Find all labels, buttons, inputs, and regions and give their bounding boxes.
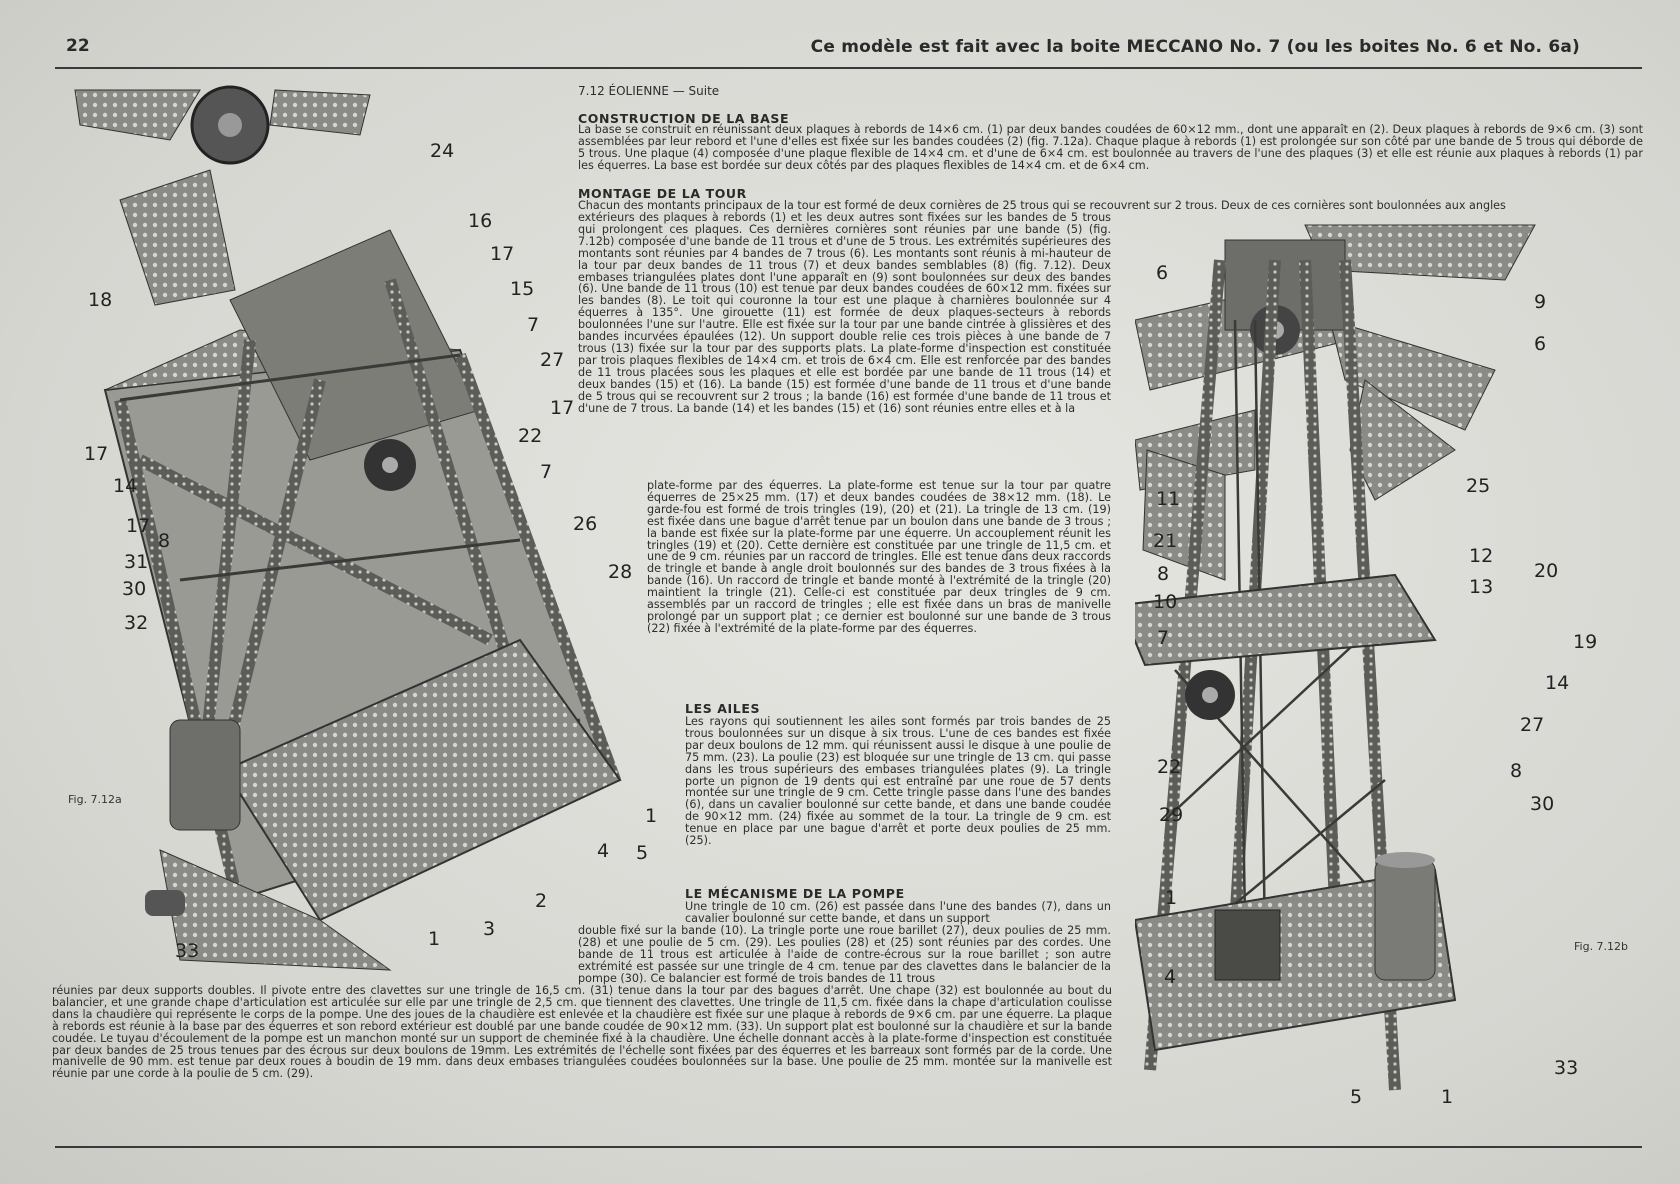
callout-label: 22 bbox=[518, 425, 543, 447]
callout-label: 10 bbox=[1153, 591, 1178, 613]
callout-label: 8 bbox=[158, 530, 171, 552]
callout-label: 20 bbox=[1534, 560, 1559, 582]
figure-caption-a: Fig. 7.12a bbox=[68, 793, 122, 806]
callout-label: 14 bbox=[1545, 672, 1570, 694]
running-head: Ce modèle est fait avec la boite MECCANO No. 7 (ou les boites No. 6 et No. 6a) bbox=[810, 37, 1580, 57]
callout-label: 18 bbox=[88, 289, 113, 311]
callout-label: 4 bbox=[1164, 966, 1177, 988]
callout-label: 22 bbox=[1157, 756, 1182, 778]
figure-caption-b: Fig. 7.12b bbox=[1574, 940, 1629, 953]
callout-label: 1 bbox=[1441, 1086, 1454, 1108]
page-number: 22 bbox=[66, 36, 90, 56]
callout-label: 12 bbox=[1469, 545, 1494, 567]
callout-label: 28 bbox=[608, 561, 633, 583]
paragraph-tour-cont: plate-forme par des équerres. La plate-forme est tenue sur la tour par quatre équerres de 25×25 mm. (17) et deux bandes coudées de 38×12 mm. (18). Le garde-fou est formé de trois tringles (19), (20) et (21). La tringle de 13 cm. (19) est fixée dans une bague d'arrêt tenue par un boulon dans une bande de 3 trous ; la bande est fixée sur la plate-forme par une équerre. Un accouplement réunit les tringles (19) et (20). Cette dernière est constituée par une tringle de 11,5 cm. et une de 9 cm. réunies par un raccord de tringles. Elle est tenue dans deux raccords de tringle et bande à angle droit boulonnés sur des bandes de 3 trous fixées à la bande (16). Un raccord de tringle et bande monté à l'extrémité de la tringle (20) maintient la tringle (21). Celle-ci est constituée par deux tringles de 9 cm. assemblés par un raccord de tringles ; elle est fixée dans un bras de manivelle prolongé par un support plat ; ce dernier est boulonné sur une bande de 3 trous (22) fixée à l'extrémité de la plate-forme par des équerres. bbox=[647, 479, 1111, 635]
paragraph-pompe: double fixé sur la bande (10). La tringle porte une roue barillet (27), deux poulies de 25 mm. (28) et une poulie de 5 cm. (29). Les poulies (28) et (25) sont réunies par des cordes. Une bande de 11 trous est articulée à l'aide de contre-écrous sur la roue barillet ; son autre extrémité est passée sur une tringle de 4 cm. tenue par des clavettes dans le balancier de la pompe (30). Ce balancier est formé de trois bandes de 11 trous bbox=[578, 924, 1111, 985]
callout-label: 17 bbox=[84, 443, 109, 465]
callout-label: 9 bbox=[1534, 291, 1547, 313]
callout-label: 1 bbox=[1165, 887, 1178, 909]
windmill-assembled-illustration bbox=[1135, 220, 1655, 1130]
callout-label: 17 bbox=[490, 243, 515, 265]
callout-label: 32 bbox=[124, 612, 149, 634]
callout-label: 7 bbox=[527, 314, 540, 336]
callout-label: 1 bbox=[428, 928, 441, 950]
callout-label: 8 bbox=[1157, 563, 1170, 585]
callout-label: 26 bbox=[573, 513, 598, 535]
callout-label: 1 bbox=[645, 805, 658, 827]
figure-7-12b bbox=[1135, 220, 1655, 1130]
heading-tour: MONTAGE DE LA TOUR bbox=[578, 186, 747, 201]
heading-ailes: LES AILES bbox=[685, 701, 761, 716]
callout-label: 3 bbox=[483, 918, 496, 940]
callout-label: 27 bbox=[540, 349, 565, 371]
callout-label: 11 bbox=[1156, 488, 1181, 510]
header-rule bbox=[55, 67, 1642, 69]
section-label: 7.12 ÉOLIENNE — Suite bbox=[578, 84, 720, 98]
paragraph-ailes: Les rayons qui soutiennent les ailes sont formés par trois bandes de 25 trous boulonnées sur un disque à six trous. L'une de ces bandes est fixée par deux boulons de 12 mm. qui réunissent aussi le disque à une poulie de 75 mm. (23). La poulie (23) est bloquée sur une tringle de 13 cm. qui passe dans les trous supérieurs des embases triangulées plates (9). La tringle porte un pignon de 19 dents qui est entraîné par une roue de 57 dents montée sur une tringle de 9 cm. Cette tringle passe dans l'une des bandes (6), dans un cavalier boulonné sur cette bande, et dans une bande coudée de 90×12 mm. (24) fixée au sommet de la tour. La tringle de 9 cm. est tenue en place par une bague d'arrêt et porte deux poulies de 25 mm. (25). bbox=[685, 715, 1111, 848]
callout-label: 5 bbox=[1350, 1086, 1363, 1108]
heading-pompe: LE MÉCANISME DE LA POMPE bbox=[685, 886, 905, 901]
callout-label: 27 bbox=[1520, 714, 1545, 736]
callout-label: 13 bbox=[1469, 576, 1494, 598]
paragraph-pompe-lead: Une tringle de 10 cm. (26) est passée dans l'une des bandes (7), dans un cavalier boulonné sur cette bande, et dans un support bbox=[685, 900, 1111, 925]
callout-label: 33 bbox=[1554, 1057, 1579, 1079]
callout-label: 17 bbox=[126, 515, 151, 537]
callout-label: 21 bbox=[1153, 530, 1178, 552]
callout-label: 25 bbox=[1466, 475, 1491, 497]
callout-label: 8 bbox=[1510, 760, 1523, 782]
paragraph-pompe-cont: réunies par deux supports doubles. Il pivote entre des clavettes sur une tringle de 16,5 cm. (31) tenue dans la tour par des bagues d'arrêt. Une chape (32) est boulonnée au bout du balancier, et une grande chape d'articulation est articulée sur elle par une tringle de 2,5 cm. que tiennent des clavettes. Une tringle de 11,5 cm. fixée dans la chape d'articulation coulisse dans la chaudière qui représente le corps de la pompe. Une des joues de la chaudière est enlevée et la chaudière est fixée sur une plaque à rebords de 9×6 cm. par une équerre. La plaque à rebords est réunie à la base par des équerres et son rebord extérieur est doublé par une bande coudée de 90×12 mm. (33). Un support plat est boulonné sur la chaudière et sur la bande coudée. Le tuyau d'écoulement de la pompe est un manchon monté sur un support de cheminée fixé à la chaudière. Une échelle donnant accès à la plate-forme d'inspection est constituée par deux bandes de 25 trous tenues par des écrous sur deux boulons de 19mm. Les extrémités de l'échelle sont fixées par des équerres et les barreaux sont formés par de la corde. Une manivelle de 90 mm. est tenue par deux roues à boudin de 19 mm. dans deux embases triangulées coudées boulonnées sur la base. Une poulie de 25 mm. montée sur la manivelle est réunie par une corde à la poulie de 5 cm. (29). bbox=[52, 984, 1112, 1081]
callout-label: 24 bbox=[430, 140, 455, 162]
callout-label: 30 bbox=[122, 578, 147, 600]
callout-label: 15 bbox=[510, 278, 535, 300]
callout-label: 4 bbox=[597, 840, 610, 862]
paragraph-tour-lead: Chacun des montants principaux de la tour est formé de deux cornières de 25 trous qui se recouvrent sur 2 trous. Deux de ces cornières sont boulonnées aux angles bbox=[578, 199, 1506, 212]
callout-label: 6 bbox=[1534, 333, 1547, 355]
callout-label: 14 bbox=[113, 475, 138, 497]
callout-label: 17 bbox=[550, 397, 575, 419]
callout-label: 7 bbox=[1157, 627, 1170, 649]
callout-label: 33 bbox=[175, 940, 200, 962]
callout-label: 5 bbox=[636, 842, 649, 864]
callout-label: 30 bbox=[1530, 793, 1555, 815]
callout-label: 7 bbox=[540, 461, 553, 483]
callout-label: 6 bbox=[1156, 262, 1169, 284]
callout-label: 31 bbox=[124, 551, 149, 573]
footer-rule bbox=[55, 1146, 1642, 1148]
callout-label: 29 bbox=[1159, 804, 1184, 826]
heading-base: CONSTRUCTION DE LA BASE bbox=[578, 111, 790, 126]
callout-label: 2 bbox=[535, 890, 548, 912]
callout-label: 16 bbox=[468, 210, 493, 232]
paragraph-base: La base se construit en réunissant deux plaques à rebords de 14×6 cm. (1) par deux bandes coudées de 60×12 mm., dont une apparaît en (2). Deux plaques à rebords de 9×6 cm. (3) sont assemblées par leur rebord et l'une d'elles est fixée sur les bandes coudées (2) (fig. 7.12a). Chaque plaque à rebords (1) est prolongée sur son côté par une bande de 5 trous qui déborde de 5 trous. Une plaque (4) composée d'une plaque flexible de 14×4 cm. et d'une de 6×4 cm. est boulonnée au travers de l'une des plaques (3) et elle est réunie aux plaques à rebords (1) par les équerres. La base est bordée sur deux côtés par des plaques flexibles de 14×4 cm. et de 6×4 cm. bbox=[578, 123, 1643, 172]
callout-label: 19 bbox=[1573, 631, 1598, 653]
paragraph-tour: extérieurs des plaques à rebords (1) et les deux autres sont fixées sur les bandes de 5 trous qui prolongent ces plaques. Ces dernières cornières sont réunies par une bande (5) (fig. 7.12b) composée d'une bande de 11 trous et d'une de 5 trous. Les extrémités supérieures des montants sont réunies par 4 bandes de 7 trous (6). Les montants sont réunis à mi-hauteur de la tour par deux bandes de 11 trous (7) et deux bandes semblables (8) (fig. 7.12). Deux embases triangulées plates dont l'une apparaît en (9) sont boulonnées sur deux des bandes (6). Une bande de 11 trous (10) est tenue par deux bandes coudées de 60×12 mm. fixées sur les bandes (8). Le toit qui couronne la tour est une plaque à charnières boulonnée sur 4 équerres à 135°. Une girouette (11) est formée de deux plaques-secteurs à rebords boulonnées l'une sur l'autre. Elle est fixée sur la tour par une bande cintrée à glissières et des bandes incurvées épaulées (12). Un support double relie ces trois pièces à une bande de 7 trous (13) fixée sur la tour par des supports plats. La plate-forme d'inspection est constituée par trois plaques flexibles de 14×4 cm. et trois de 6×4 cm. Elle est renforcée par des bandes de 11 trous placées sous les plaques et elle est bordée par une bande de 11 trous (14) et deux bandes (15) et (16). La bande (15) est formée d'une bande de 11 trous et d'une bande de 5 trous qui se recouvrent sur 2 trous ; la bande (16) est formée d'une bande de 11 trous et d'une de 7 trous. La bande (14) et les bandes (15) et (16) sont réunies entre elles et à la bbox=[578, 211, 1111, 415]
